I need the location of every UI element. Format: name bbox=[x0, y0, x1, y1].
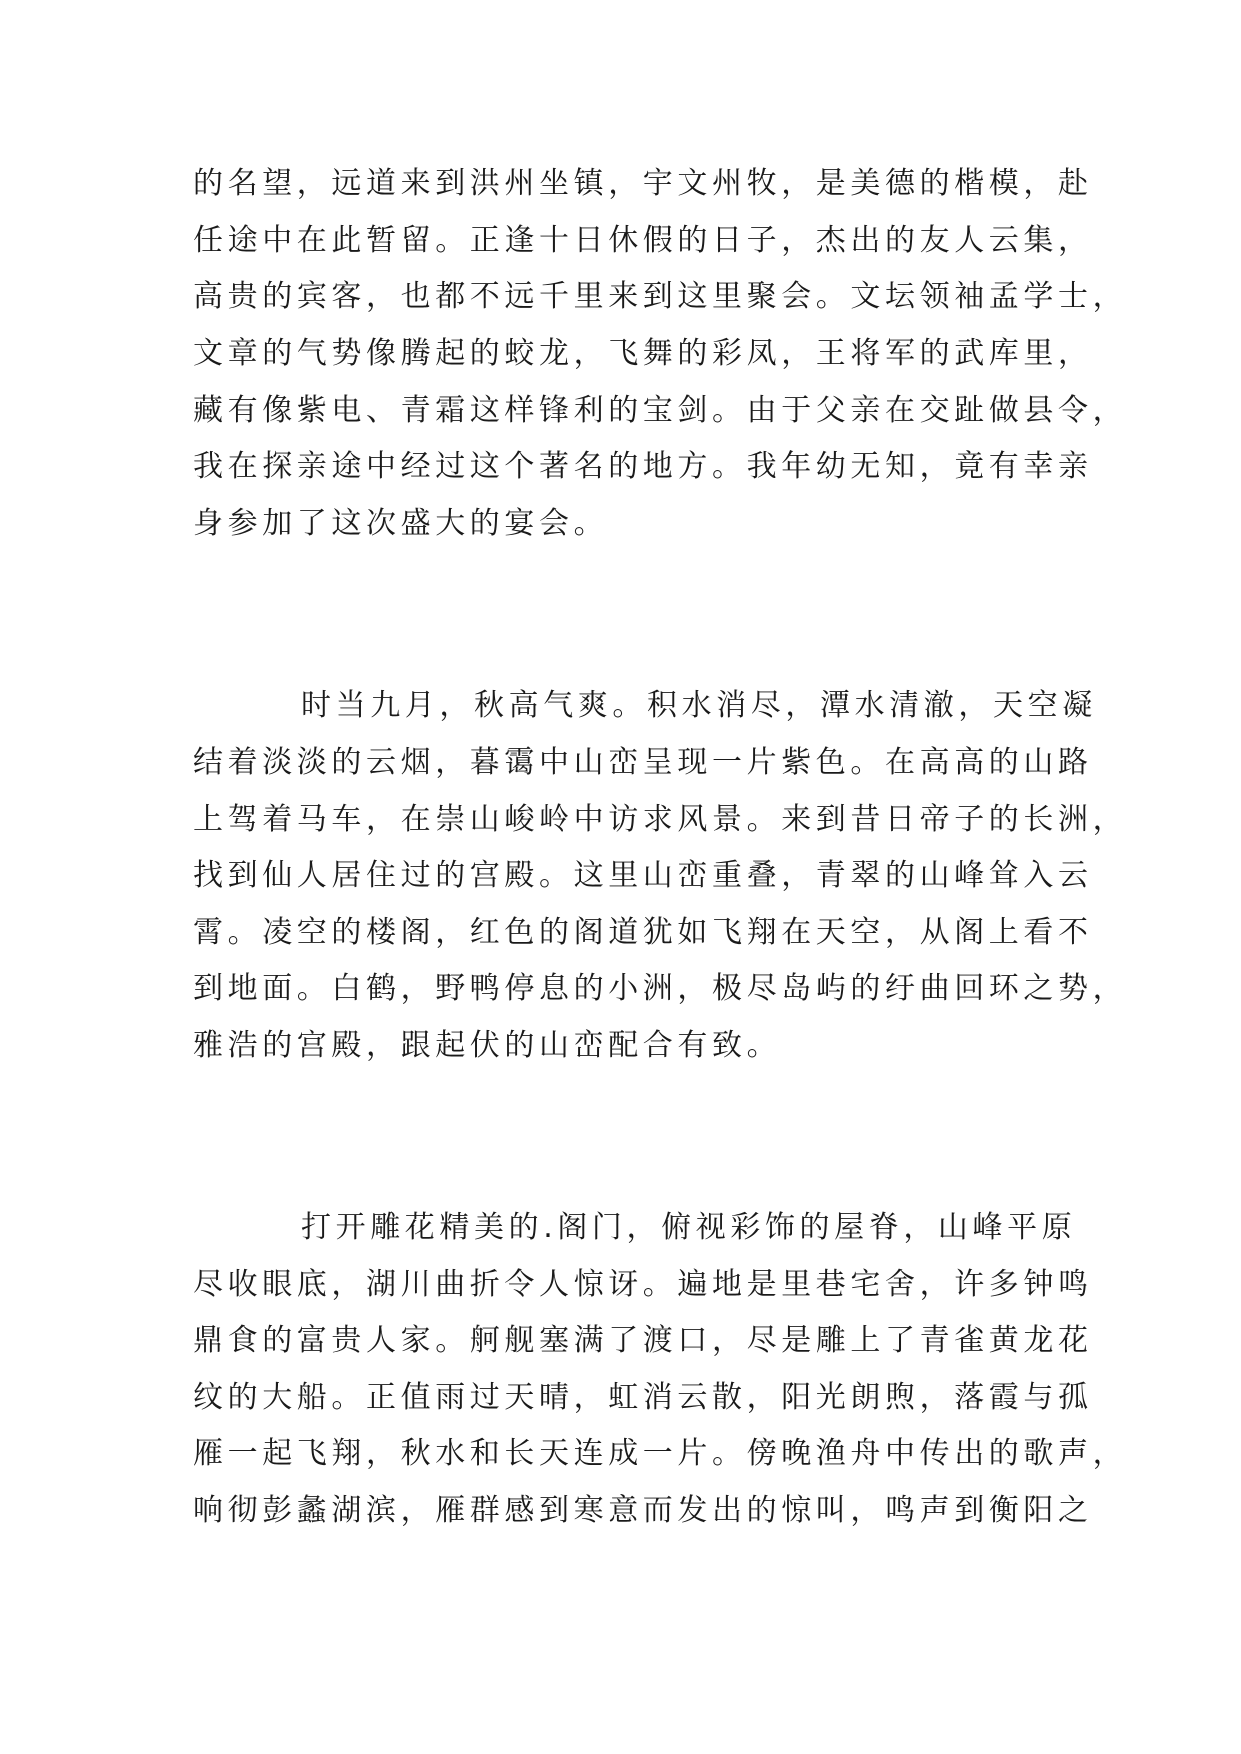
paragraph-2-line-3: 上驾着马车，在崇山峻岭中访求风景。来到昔日帝子的长洲， bbox=[193, 802, 1128, 837]
paragraph-1-line-5: 藏有像紫电、青霜这样锋利的宝剑。由于父亲在交趾做县令， bbox=[193, 393, 1128, 428]
paragraph-3-line-4: 纹的大船。正值雨过天晴，虹消云散，阳光朗煦，落霞与孤 bbox=[193, 1380, 1093, 1415]
paragraph-2-line-7: 雅浩的宫殿，跟起伏的山峦配合有致。 bbox=[193, 1028, 782, 1063]
paragraph-1-line-3: 高贵的宾客，也都不远千里来到这里聚会。文坛领袖孟学士， bbox=[193, 279, 1128, 314]
paragraph-2-line-6: 到地面。白鹤，野鸭停息的小洲，极尽岛屿的纡曲回环之势， bbox=[193, 971, 1128, 1006]
paragraph-1-line-1: 的名望，远道来到洪州坐镇，宇文州牧，是美德的楷模，赴 bbox=[193, 166, 1093, 201]
paragraph-1-line-2: 任途中在此暂留。正逢十日休假的日子，杰出的友人云集， bbox=[193, 223, 1093, 258]
paragraph-2-line-1: 时当九月，秋高气爽。积水消尽，潭水清澈，天空凝 bbox=[301, 688, 1097, 723]
paragraph-3-line-5: 雁一起飞翔，秋水和长天连成一片。傍晚渔舟中传出的歌声， bbox=[193, 1436, 1128, 1471]
paragraph-3-line-3: 鼎食的富贵人家。舸舰塞满了渡口，尽是雕上了青雀黄龙花 bbox=[193, 1323, 1093, 1358]
paragraph-1-line-6: 我在探亲途中经过这个著名的地方。我年幼无知，竟有幸亲 bbox=[193, 449, 1093, 484]
paragraph-1-line-4: 文章的气势像腾起的蛟龙，飞舞的彩凤，王将军的武库里， bbox=[193, 336, 1093, 371]
paragraph-3-line-1: 打开雕花精美的.阁门，俯视彩饰的屋脊，山峰平原 bbox=[301, 1210, 1077, 1245]
paragraph-1-line-7: 身参加了这次盛大的宴会。 bbox=[193, 506, 609, 541]
paragraph-2-line-5: 霄。凌空的楼阁，红色的阁道犹如飞翔在天空，从阁上看不 bbox=[193, 915, 1093, 950]
paragraph-3-line-2: 尽收眼底，湖川曲折令人惊讶。遍地是里巷宅舍，许多钟鸣 bbox=[193, 1267, 1093, 1302]
paragraph-3-line-6: 响彻彭蠡湖滨，雁群感到寒意而发出的惊叫，鸣声到衡阳之 bbox=[193, 1493, 1093, 1528]
paragraph-2-line-2: 结着淡淡的云烟，暮霭中山峦呈现一片紫色。在高高的山路 bbox=[193, 745, 1093, 780]
paragraph-2-line-4: 找到仙人居住过的宫殿。这里山峦重叠，青翠的山峰耸入云 bbox=[193, 858, 1093, 893]
